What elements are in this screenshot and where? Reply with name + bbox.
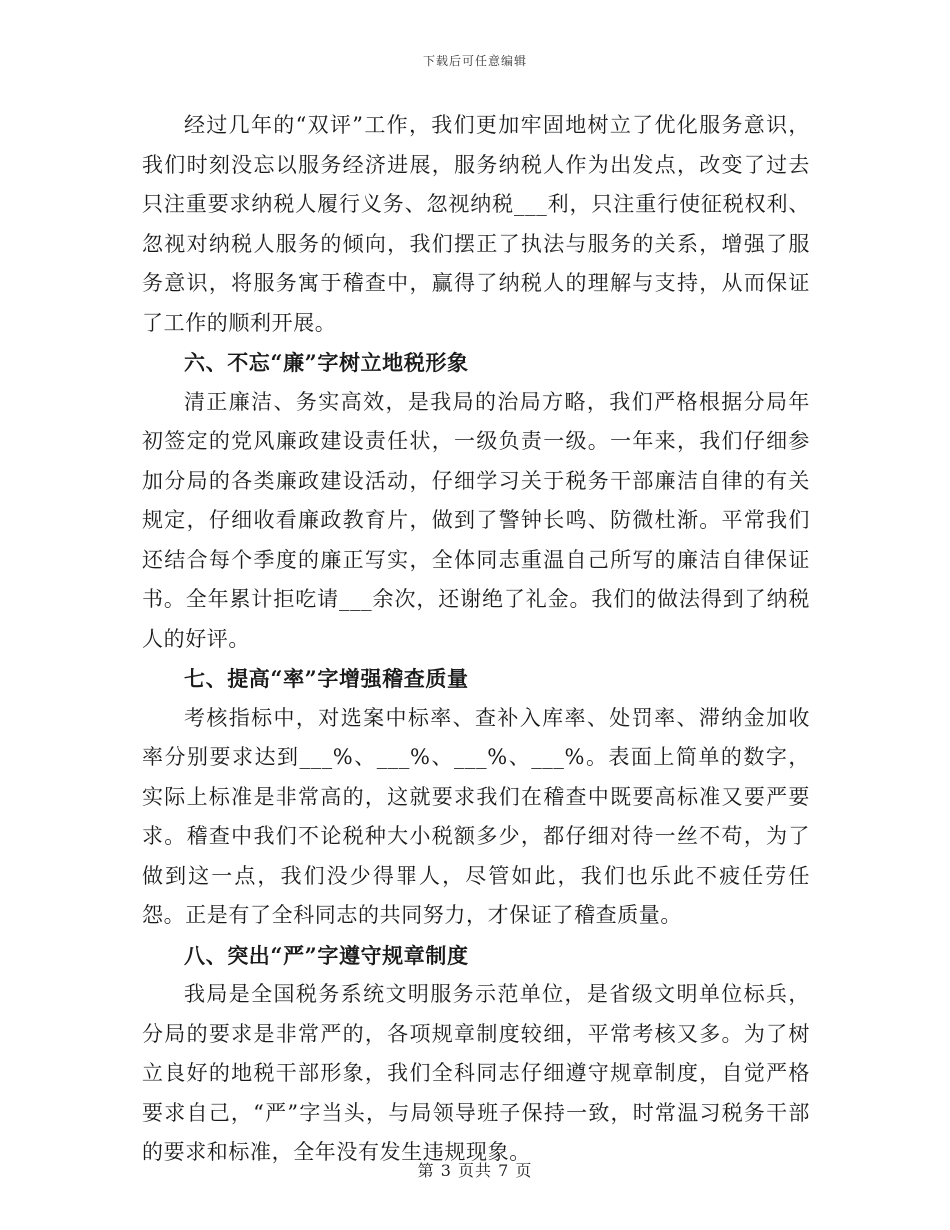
section-heading-8: 八、突出“严”字遵守规章制度: [184, 942, 469, 968]
paragraph-double-evaluation: 经过几年的“双评”工作，我们更加牢固地树立了优化服务意识，我们时刻没忘以服务经济进展，服务纳税人作为出发点，改变了过去只注重要求纳税人履行义务、忽视纳税___利，只注重行使征税权利、忽视对纳税人服务的倾向，我们摆正了执法与服务的关系，增强了服务意识，将服务寓于稽查中，赢得了纳税人的理解与支持，从而保证了工作的顺利开展。: [142, 113, 810, 335]
section-heading-7: 七、提高“率”字增强稽查质量: [184, 666, 469, 691]
page-header: 下载后可任意编辑: [422, 54, 527, 68]
paragraph-section-8: 我局是全国税务系统文明服务示范单位，是省级文明单位标兵，分局的要求是非常严的，各项规章制度较细，平常考核又多。为了树立良好的地税干部形象，我们全科同志仔细遵守规章制度，自觉严格要求自己，“严”字当头，与局领导班子保持一致，时常温习税务干部的要求和标准，全年没有发生违规现象。: [142, 982, 810, 1164]
page-footer: 第 3 页共 7 页: [417, 1161, 533, 1180]
document-body: [142, 106, 810, 1173]
section-heading-6: 六、不忘“廉”字树立地税形象: [184, 350, 469, 375]
paragraph-section-7: 考核指标中，对选案中标率、查补入库率、处罚率、滞纳金加收率分别要求达到___%、___%、___%、___%。表面上简单的数字，实际上标准是非常高的，这就要求我们在稽查中既要高标准又要严要求。稽查中我们不论税种大小税额多少，都仔细对待一丝不苟，为了做到这一点，我们没少得罪人，尽管如此，我们也乐此不疲任劳任怨。正是有了全科同志的共同努力，才保证了稽查质量。: [142, 705, 810, 927]
paragraph-section-6: 清正廉洁、务实高效，是我局的治局方略，我们严格根据分局年初签定的党风廉政建设责任状，一级负责一级。一年来，我们仔细参加分局的各类廉政建设活动，仔细学习关于税务干部廉洁自律的有关规定，仔细收看廉政教育片，做到了警钟长鸣、防微杜渐。平常我们还结合每个季度的廉正写实，全体同志重温自己所写的廉洁自律保证书。全年累计拒吃请___余次，还谢绝了礼金。我们的做法得到了纳税人的好评。: [142, 389, 810, 651]
